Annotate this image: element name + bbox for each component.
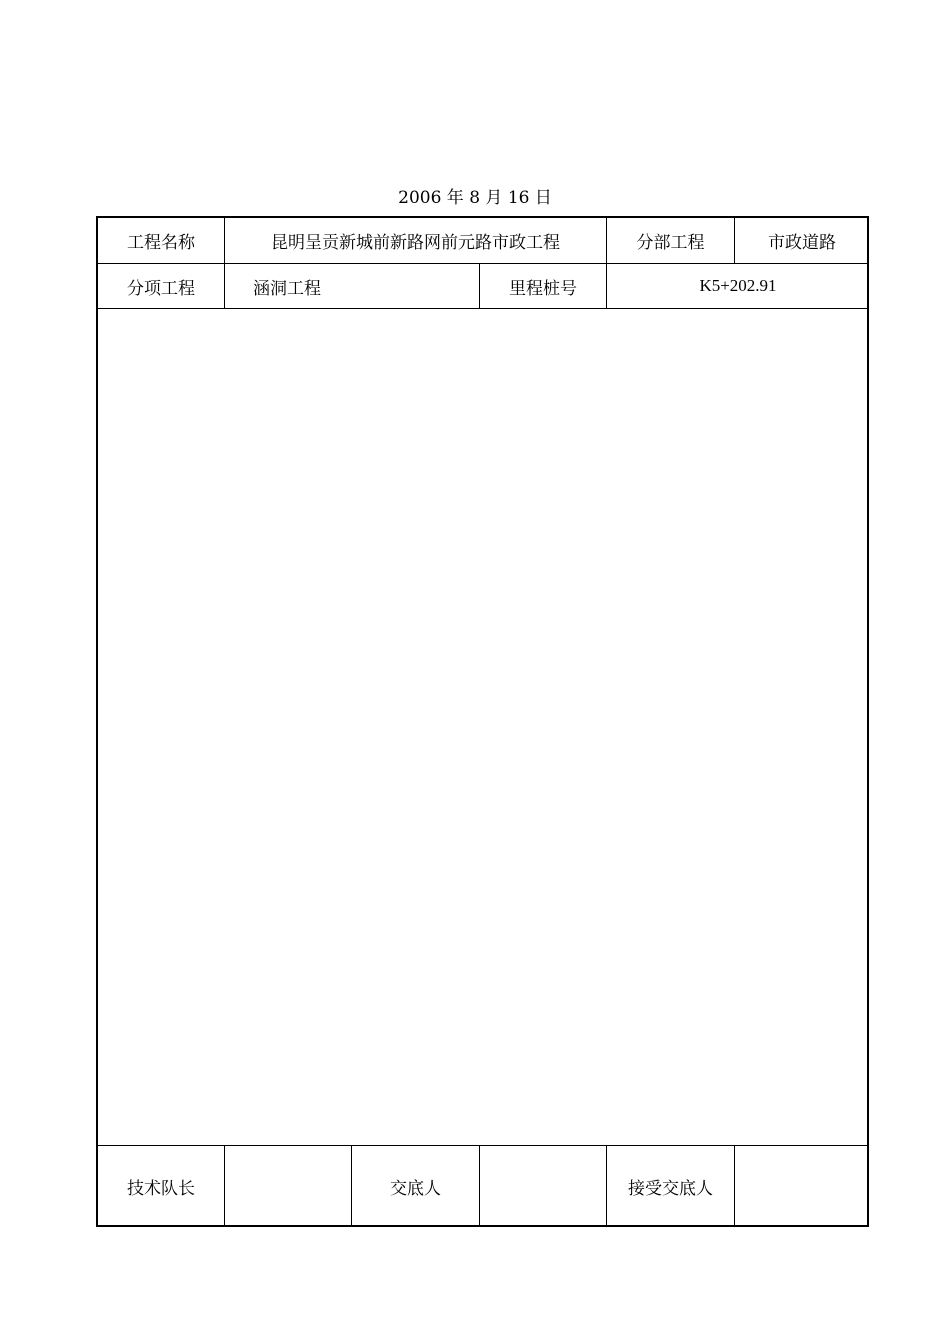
subitem-label: 分项工程 — [127, 278, 195, 299]
station-value: K5+202.91 — [699, 276, 777, 295]
column-divider — [351, 1145, 352, 1227]
receiver-label: 接受交底人 — [628, 1179, 713, 1199]
document-date: 2006 年 8 月 16 日 — [398, 188, 552, 208]
division-label: 分部工程 — [636, 233, 705, 253]
briefing-content-area[interactable] — [98, 309, 869, 1145]
column-divider — [606, 263, 607, 308]
row-divider — [98, 308, 869, 309]
receiver-signature-field[interactable] — [735, 1146, 869, 1227]
project-name-value: 昆明呈贡新城前新路网前元路市政工程 — [271, 233, 560, 253]
column-divider — [224, 218, 225, 263]
technical-briefing-form — [96, 216, 869, 1227]
subitem-value: 涵洞工程 — [253, 278, 321, 299]
row-divider — [98, 1145, 869, 1146]
column-divider — [479, 263, 480, 308]
presenter-label: 交底人 — [390, 1179, 441, 1199]
column-divider — [734, 1145, 735, 1227]
column-divider — [734, 218, 735, 263]
presenter-signature-field[interactable] — [480, 1146, 606, 1227]
project-name-label: 工程名称 — [127, 233, 195, 253]
tech-lead-label: 技术队长 — [127, 1179, 195, 1199]
tech-lead-signature-field[interactable] — [225, 1146, 351, 1227]
column-divider — [224, 263, 225, 308]
row-divider — [98, 263, 869, 264]
column-divider — [606, 1145, 607, 1227]
column-divider — [606, 218, 607, 263]
column-divider — [479, 1145, 480, 1227]
station-label: 里程桩号 — [509, 278, 577, 299]
column-divider — [224, 1145, 225, 1227]
division-value: 市政道路 — [768, 233, 836, 253]
